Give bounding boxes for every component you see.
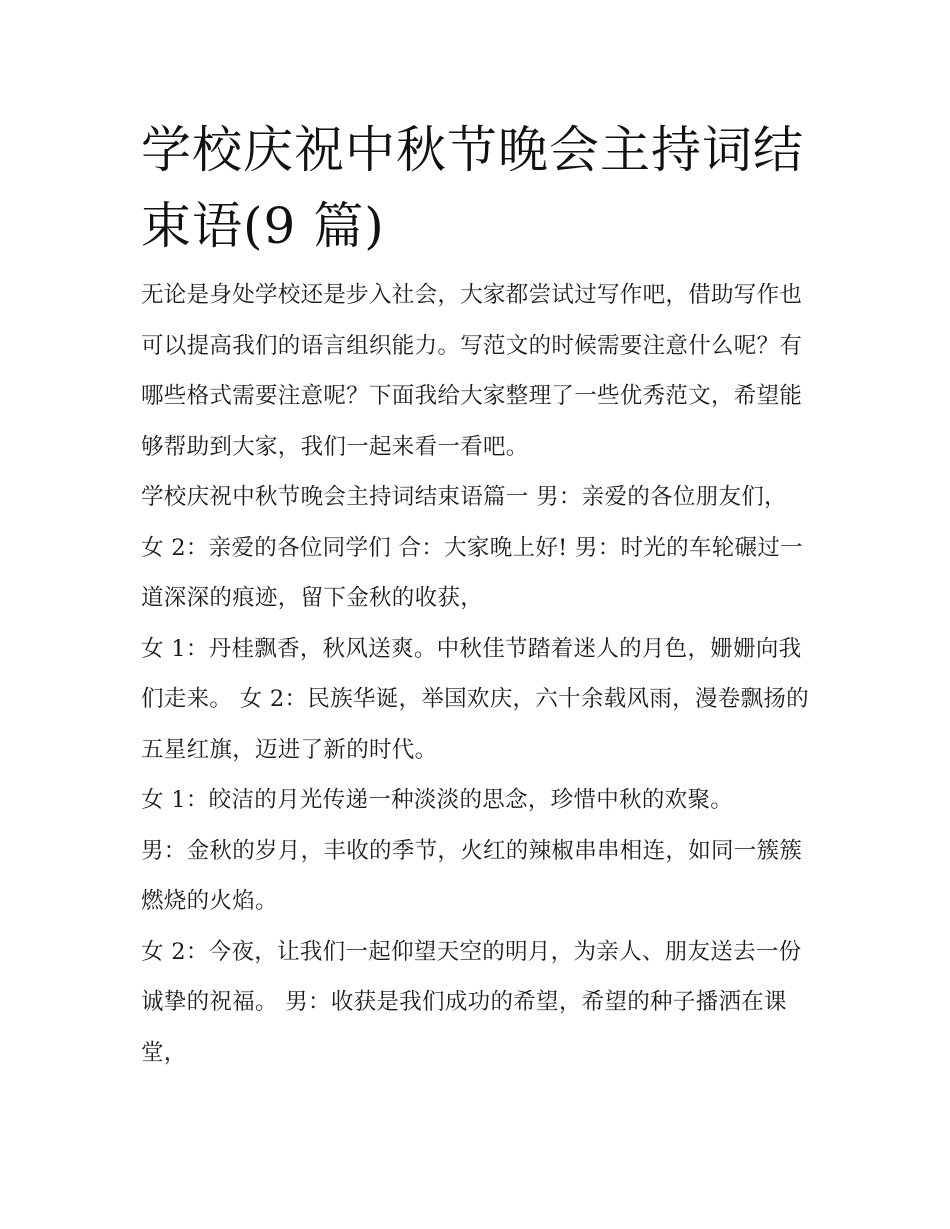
paragraph-5: 女 2：今夜，让我们一起仰望天空的明月，为亲人、朋友送去一份诚挚的祝福。 男：收获是我们成功的希望，希望的种子播洒在课堂， — [141, 938, 802, 1066]
paragraph-3: 女 1：皎洁的月光传递一种淡淡的思念，珍惜中秋的欢聚。 — [141, 787, 734, 813]
document-page — [141, 112, 813, 1078]
paragraph-1: 学校庆祝中秋节晚会主持词结束语篇一 男：亲爱的各位朋友们， 女 2：亲爱的各位同学们 合：大家晚上好! 男：时光的车轮碾过一道深深的痕迹，留下金秋的收获， — [141, 484, 803, 611]
paragraph-4: 男：金秋的岁月，丰收的季节，火红的辣椒串串相连，如同一簇簇燃烧的火焰。 — [141, 837, 803, 914]
document-body — [141, 270, 813, 1078]
paragraph-intro: 无论是身处学校还是步入社会，大家都尝试过写作吧，借助写作也可以提高我们的语言组织能力。写范文的时候需要注意什么呢？有哪些格式需要注意呢？下面我给大家整理了一些优秀范文，希望能够帮助到大家，我们一起来看一看吧。 — [141, 282, 803, 460]
document-title: 学校庆祝中秋节晚会主持词结束语(9 篇) — [141, 121, 804, 255]
paragraph-2: 女 1：丹桂飘香，秋风送爽。中秋佳节踏着迷人的月色，姗姗向我们走来。 女 2：民族华诞，举国欢庆，六十余载风雨，漫卷飘扬的五星红旗，迈进了新的时代。 — [141, 635, 809, 763]
